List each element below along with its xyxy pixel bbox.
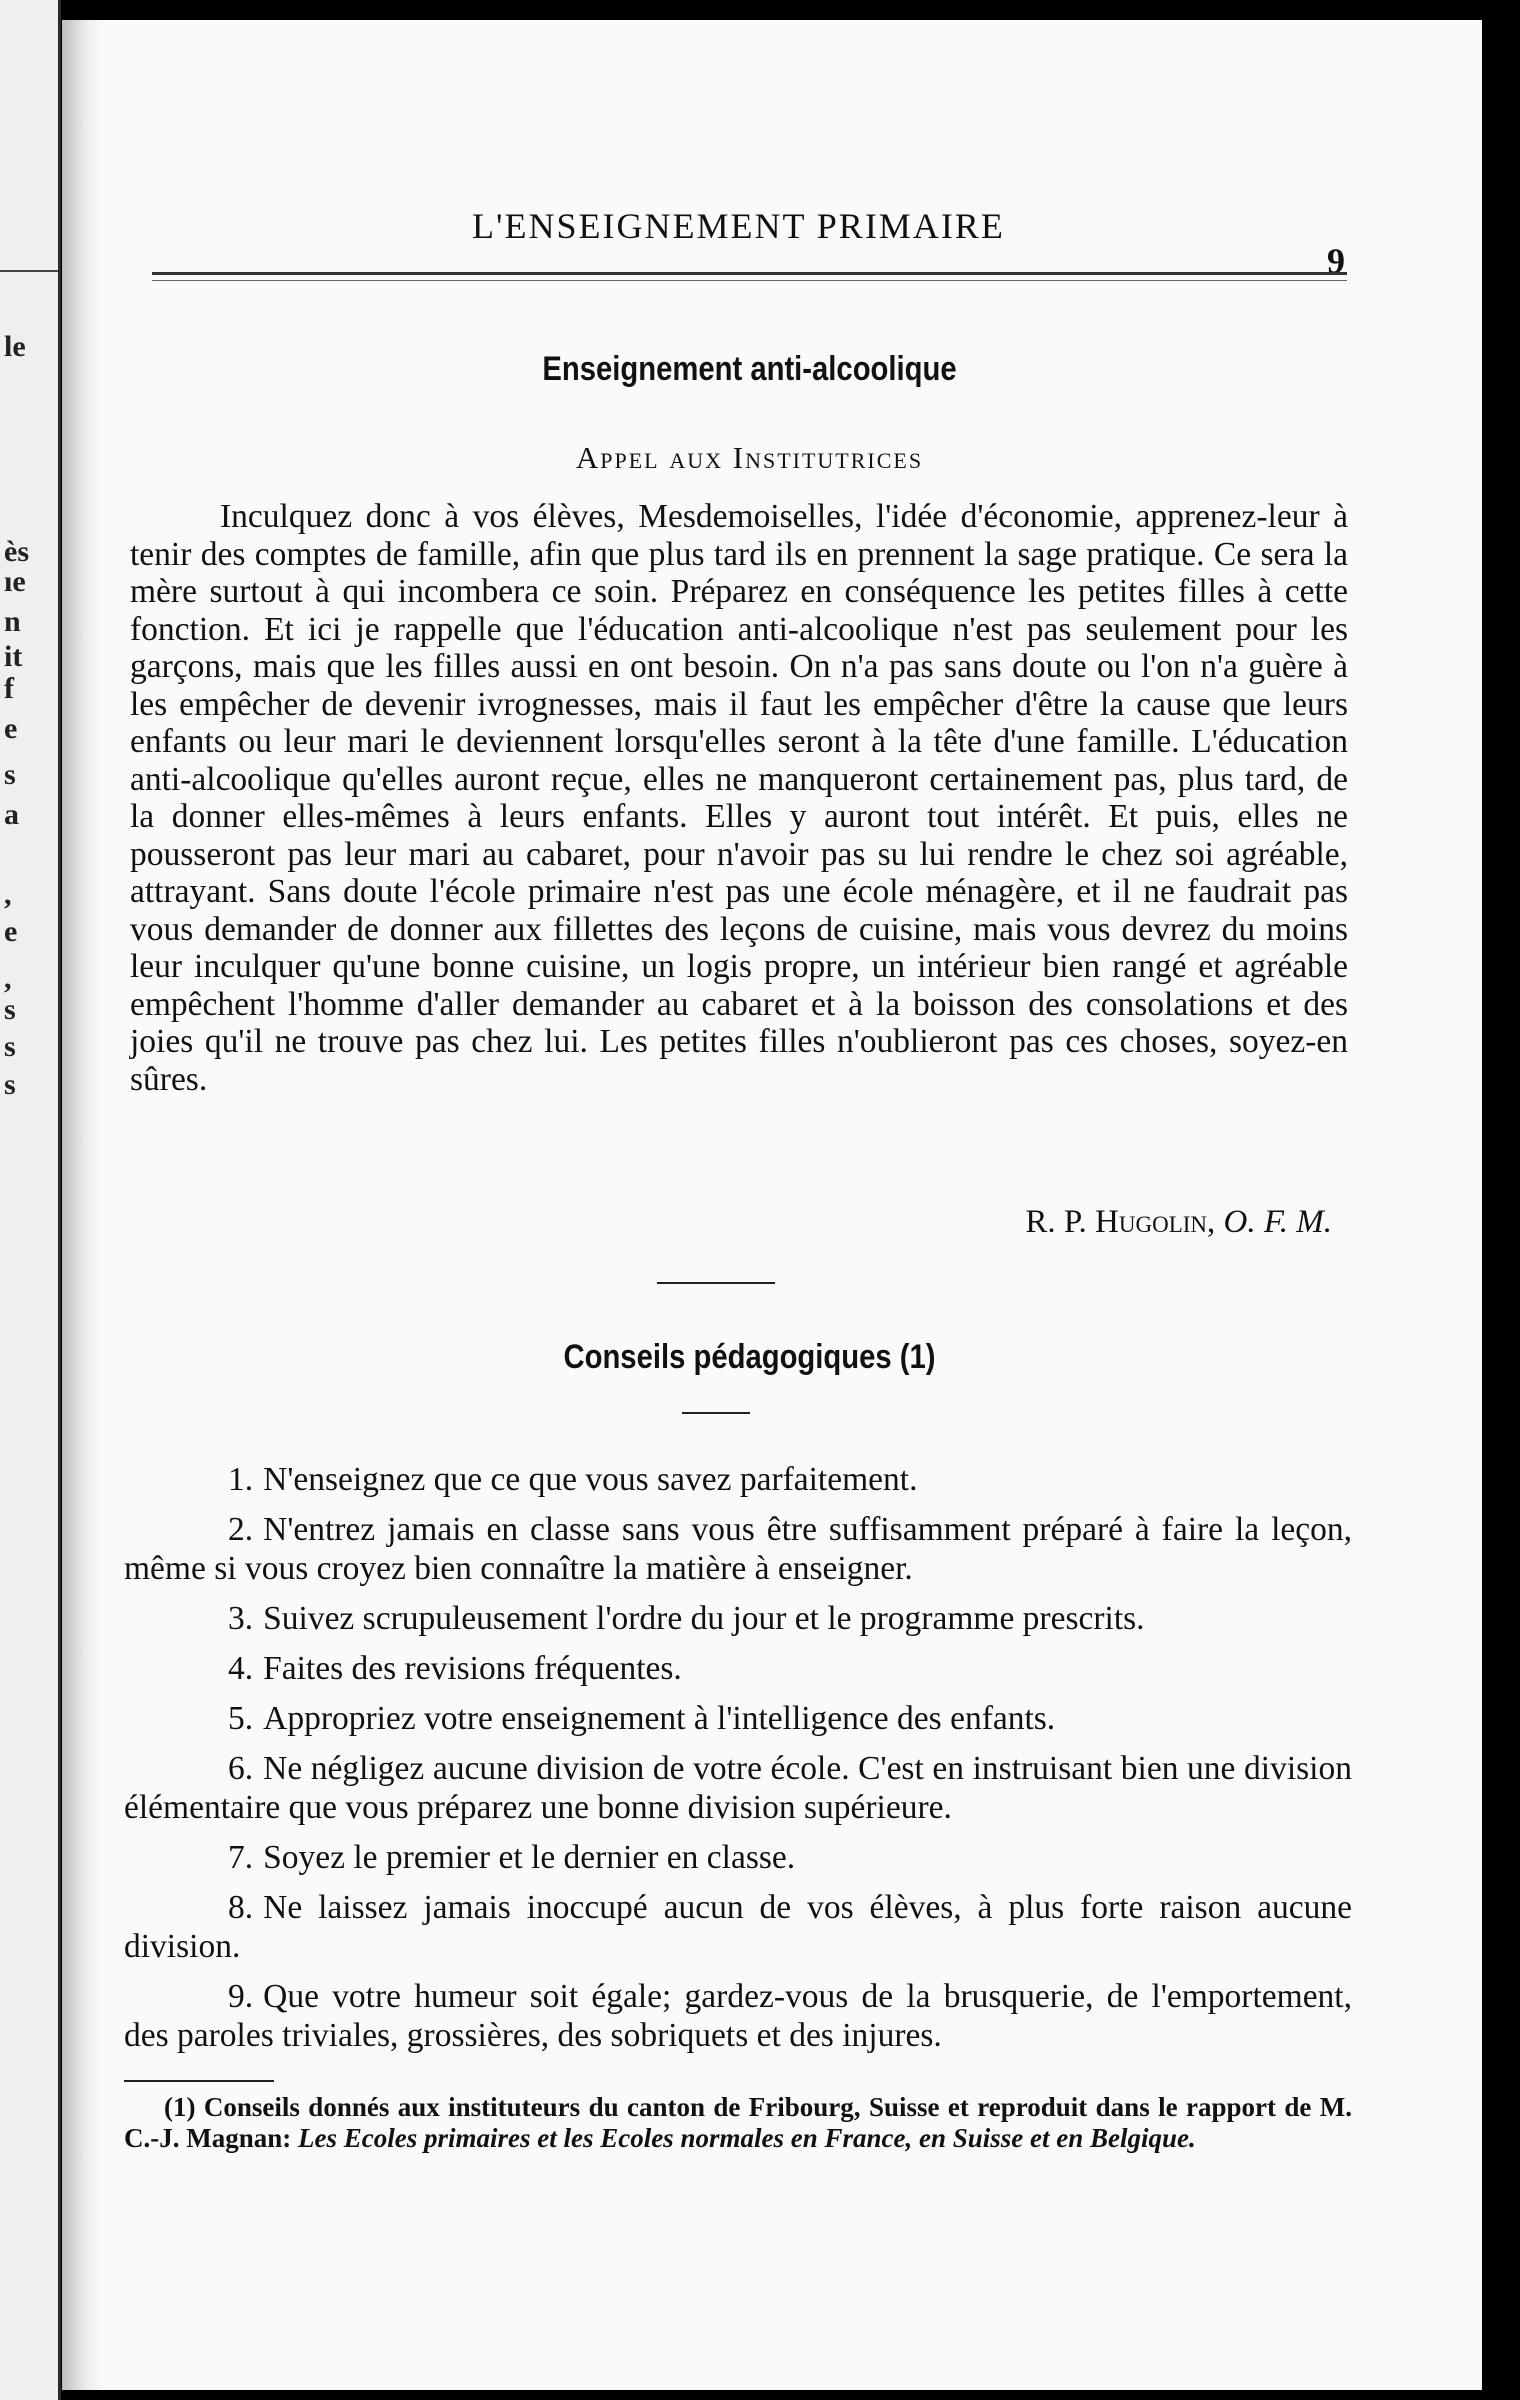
article-title-pedagogical-advice: Conseils pédagogiques (1) [563,1338,936,1376]
signature-order: O. F. M. [1223,1204,1332,1240]
previous-page-fragment: le [4,330,26,363]
article-paragraph: Inculquez donc à vos élèves, Mesdemoiselles, l'idée d'économie, apprenez-leur à tenir des comptes de famille, afin que plus tard ils en prennent la sage pratique. Ce sera la mère surtout à qui incombera ce soin. Préparez en conséquence les petites filles à cette fonction. Et ici je rappelle que l'éducation anti-alcoolique n'est pas seulement pour les garçons, mais que les filles aussi en ont besoin. On n'a pas sans doute ou l'on n'a guère à les empêcher de devenir ivrognesses, mais il faut les empêcher d'être la cause que leurs enfants ou leur mari le deviennent lorsqu'elles seront à la tête d'une famille. L'éducation anti-alcoolique qu'elles auront reçue, elles ne manqueront certainement pas, plus tard, de la donner elles-mêmes à leurs enfants. Elles y auront tout intérêt. Et puis, elles ne pousseront pas leur mari au cabaret, pour n'avoir pas su lui rendre le chez soi agréable, attrayant. Sans doute l'école primaire n'est pas une école ménagère, et il ne faudrait pas vous demander de donner aux fillettes des leçons de cuisine, mais vous devrez du moins leur inculquer qu'une bonne cuisine, un logis propre, un intérieur bien rangé et agréable empêchent l'homme d'aller demander au cabaret et à la boisson des consolations et des joies qu'il ne trouve pas chez lui. Les petites filles n'oublieront pas ces choses, soyez-en sûres. [130,498,1348,1098]
advice-item [124,1838,1352,1877]
advice-item [124,1510,1352,1588]
advice-number: 1. [228,1461,254,1498]
header-rule [152,272,1347,281]
advice-text: Ne laissez jamais inoccupé aucun de vos élèves, à plus forte raison aucune division. [124,1889,1352,1965]
advice-text: Appropriez votre enseignement à l'intelligence des enfants. [263,1700,1056,1737]
footnote-marker: (1) [164,2092,196,2122]
advice-text: Faites des revisions fréquentes. [263,1650,682,1687]
previous-page-fragment: ès [4,535,29,568]
advice-number: 4. [228,1650,254,1687]
previous-page-fragment: ıe [4,565,26,598]
previous-page-fragment: e [4,712,18,745]
article-body-anti-alcohol [130,498,1348,1098]
previous-page-fragment: it [4,640,23,673]
page-gutter-shadow [62,20,102,2390]
advice-item [124,1460,1352,1499]
section-separator [657,1282,775,1284]
advice-item [124,1888,1352,1966]
advice-item [124,1699,1352,1738]
advice-number: 5. [228,1700,254,1737]
article-signature [1025,1204,1332,1241]
previous-page-edge [0,0,61,2400]
previous-page-fragment: e [4,915,18,948]
previous-page-fragment: n [4,605,21,638]
advice-number: 2. [228,1511,254,1548]
advice-text: Soyez le premier et le dernier en classe. [263,1839,796,1876]
previous-page-fragment: s [4,758,16,791]
previous-page-fragment: s [4,993,16,1026]
page-number: 9 [1327,241,1345,281]
advice-text: N'enseignez que ce que vous savez parfaitement. [263,1461,918,1498]
footnote-book-title: Les Ecoles primaires et les Ecoles normales en France, en Suisse et en Belgique. [298,2123,1196,2153]
previous-page-fragment: , [4,962,12,995]
advice-text: Suivez scrupuleusement l'ordre du jour et le programme prescrits. [263,1600,1145,1637]
advice-text: Ne négligez aucune division de votre école. C'est en instruisant bien une division élémentaire que vous préparez une bonne division supérieure. [124,1750,1352,1826]
footnote [124,2092,1352,2154]
running-header: L'ENSEIGNEMENT PRIMAIRE [472,206,1005,246]
article-title-anti-alcohol: Enseignement anti-alcoolique [542,350,957,388]
footnote-text: Conseils donnés aux instituteurs du canton de Fribourg, Suisse et reproduit dans le rapport de M. C.-J. Magnan: [124,2092,1353,2153]
previous-page-fragment: , [4,878,12,911]
advice-text: N'entrez jamais en classe sans vous être suffisamment préparé à faire la leçon, même si vous croyez bien connaître la matière à enseigner. [124,1511,1352,1587]
signature-name: R. P. Hugolin, [1025,1204,1216,1240]
advice-number: 8. [228,1889,254,1926]
advice-number: 7. [228,1839,254,1876]
previous-page-fragment: s [4,1030,16,1063]
advice-list [124,1460,1352,2066]
previous-page-fragment: s [4,1068,16,1101]
previous-page-fragment: a [4,798,19,831]
advice-item [124,1977,1352,2055]
previous-page-rule [0,270,58,272]
previous-page-fragment: f [4,672,14,705]
advice-number: 6. [228,1750,254,1787]
footnote-rule [124,2080,274,2082]
advice-number: 3. [228,1600,254,1637]
advice-text: Que votre humeur soit égale; gardez-vous de la brusquerie, de l'emportement, des paroles triviales, grossières, des sobriquets et des injures. [124,1978,1352,2054]
book-page [62,20,1482,2390]
advice-number: 9. [228,1978,254,2015]
title-underline-rule [682,1412,750,1414]
advice-item [124,1749,1352,1827]
advice-item [124,1599,1352,1638]
advice-item [124,1649,1352,1688]
article-subtitle: Appel aux Institutrices [575,440,924,475]
